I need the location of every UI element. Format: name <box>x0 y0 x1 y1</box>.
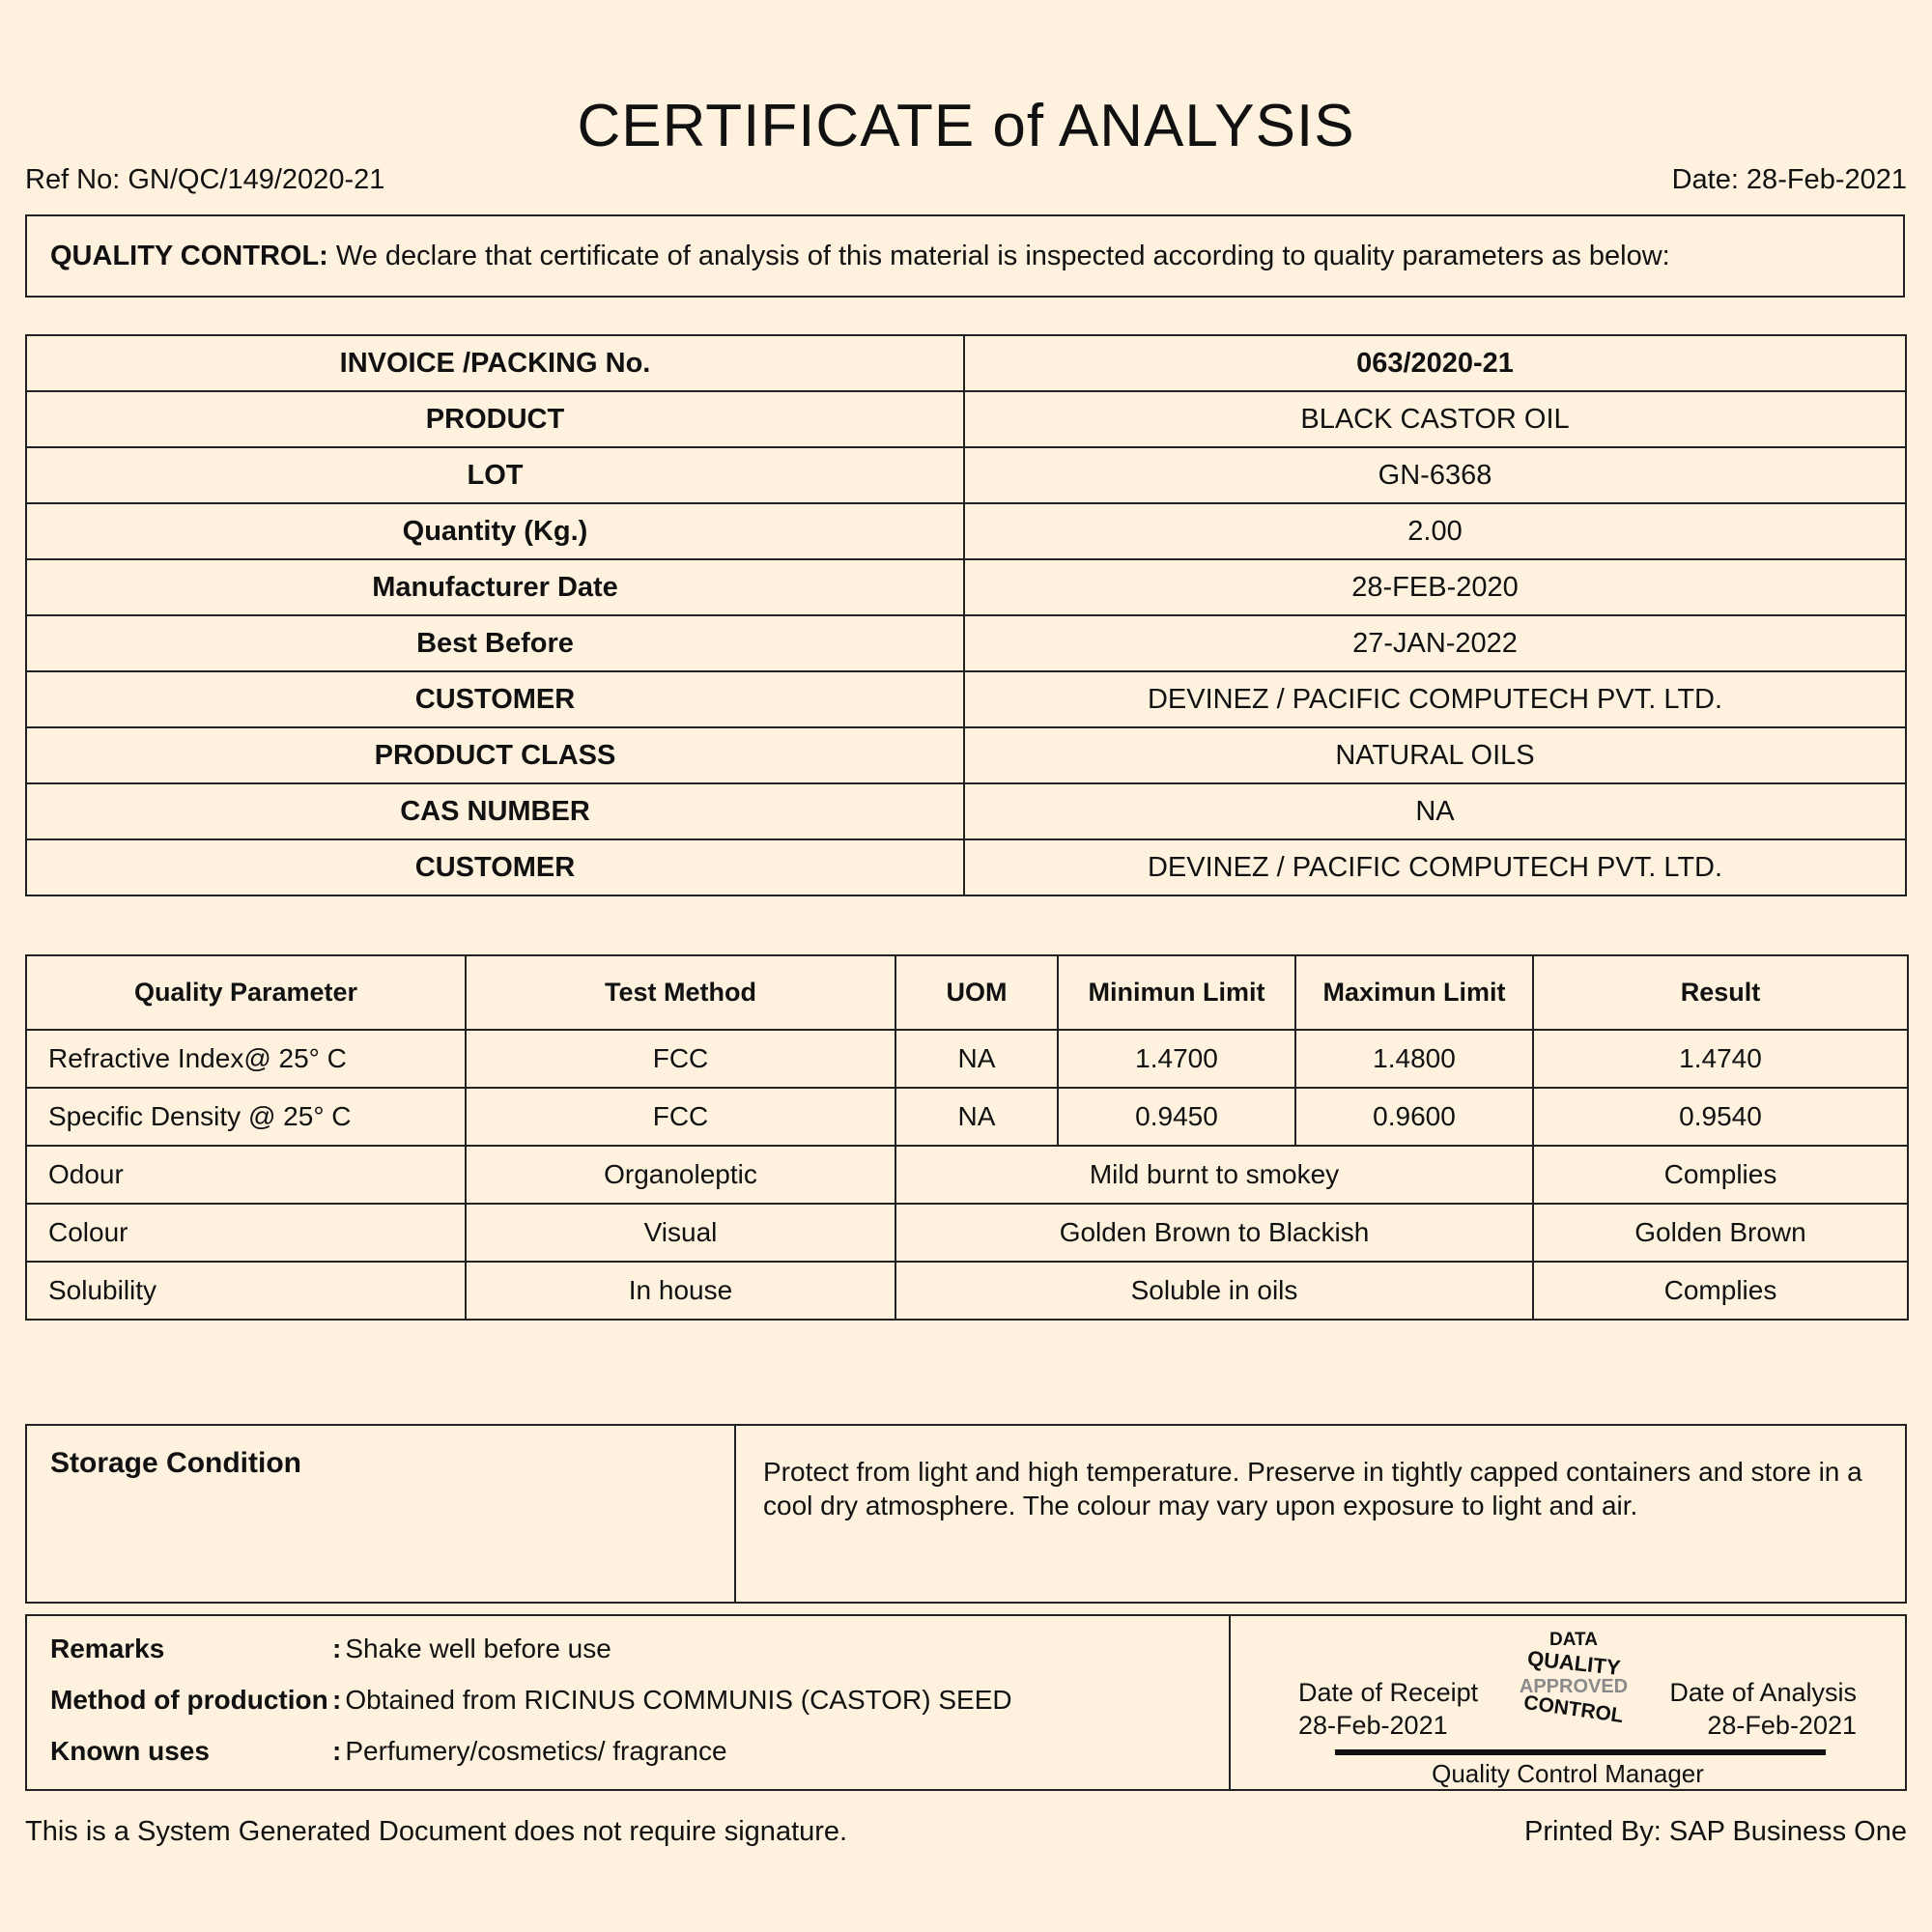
remark-line: Remarks : Shake well before use <box>50 1634 611 1663</box>
storage-condition-table <box>25 1424 1907 1604</box>
parameter-cell: Specific Density @ 25° C <box>26 1088 466 1146</box>
remark-label: Method of production <box>50 1685 328 1715</box>
max-limit-cell: 1.4800 <box>1295 1030 1533 1088</box>
parameter-cell: Refractive Index@ 25° C <box>26 1030 466 1088</box>
remark-value: Shake well before use <box>345 1634 611 1663</box>
storage-label: Storage Condition <box>26 1425 735 1603</box>
method-cell: FCC <box>466 1030 895 1088</box>
analysis-date: 28-Feb-2021 <box>1707 1711 1857 1740</box>
info-key: Quantity (Kg.) <box>26 503 964 559</box>
method-cell: In house <box>466 1262 895 1320</box>
stamp-text: QUALITY <box>1525 1646 1622 1680</box>
info-value: 2.00 <box>964 503 1906 559</box>
declaration-label: QUALITY CONTROL: <box>50 240 328 271</box>
date-of-analysis <box>1669 1676 1857 1742</box>
info-key: INVOICE /PACKING No. <box>26 335 964 391</box>
info-value: NA <box>964 783 1906 839</box>
info-value: GN-6368 <box>964 447 1906 503</box>
table-row <box>26 391 1906 447</box>
info-key: PRODUCT CLASS <box>26 727 964 783</box>
document-title: CERTIFICATE of ANALYSIS <box>577 93 1355 159</box>
quality-control-declaration <box>25 214 1905 298</box>
result-cell: Golden Brown <box>1533 1204 1908 1262</box>
printed-by: Printed By: SAP Business One <box>1523 1816 1907 1847</box>
info-key: Manufacturer Date <box>26 559 964 615</box>
uom-cell: NA <box>895 1030 1058 1088</box>
storage-text: Protect from light and high temperature. Preserve in tightly capped containers and store in a cool dry atmosphere. The colour may vary upon exposure to light and air. <box>735 1425 1906 1603</box>
table-row <box>26 671 1906 727</box>
declaration-text: We declare that certificate of analysis of this material is inspected according to quality parameters as below: <box>335 240 1670 271</box>
remark-value: Perfumery/cosmetics/ fragrance <box>345 1736 727 1766</box>
stamp-text: DATA <box>1549 1630 1598 1650</box>
column-header: Result <box>1533 955 1908 1030</box>
remark-label: Remarks <box>50 1634 165 1663</box>
table-header-row <box>26 955 1908 1030</box>
parameter-cell: Colour <box>26 1204 466 1262</box>
max-limit-cell: 0.9600 <box>1295 1088 1533 1146</box>
analysis-label: Date of Analysis <box>1669 1678 1857 1707</box>
column-header: Minimun Limit <box>1058 955 1295 1030</box>
min-limit-cell: 1.4700 <box>1058 1030 1295 1088</box>
approval-panel <box>1230 1615 1906 1790</box>
result-cell: 1.4740 <box>1533 1030 1908 1088</box>
table-row <box>26 335 1906 391</box>
remark-label: Known uses <box>50 1736 210 1766</box>
info-value: NATURAL OILS <box>964 727 1906 783</box>
info-key: CUSTOMER <box>26 671 964 727</box>
table-row <box>26 839 1906 895</box>
column-header: Maximun Limit <box>1295 955 1533 1030</box>
method-cell: Visual <box>466 1204 895 1262</box>
quality-approved-stamp <box>1511 1630 1636 1728</box>
table-row <box>26 503 1906 559</box>
table-row <box>26 1088 1908 1146</box>
table-row <box>26 1146 1908 1204</box>
table-row <box>26 559 1906 615</box>
method-cell: Organoleptic <box>466 1146 895 1204</box>
method-cell: FCC <box>466 1088 895 1146</box>
result-cell: 0.9540 <box>1533 1088 1908 1146</box>
info-value: DEVINEZ / PACIFIC COMPUTECH PVT. LTD. <box>964 839 1906 895</box>
result-cell: Complies <box>1533 1146 1908 1204</box>
table-row <box>26 615 1906 671</box>
table-row <box>26 447 1906 503</box>
remark-line: Known uses : Perfumery/cosmetics/ fragrance <box>50 1736 727 1766</box>
specification-cell: Mild burnt to smokey <box>895 1146 1533 1204</box>
table-row <box>26 1615 1906 1790</box>
reference-number: Ref No: GN/QC/149/2020-21 <box>25 164 385 195</box>
table-row <box>26 1425 1906 1603</box>
stamp-text: CONTROL <box>1522 1690 1626 1728</box>
info-key: LOT <box>26 447 964 503</box>
info-key: CAS NUMBER <box>26 783 964 839</box>
quality-parameters-table <box>25 954 1909 1321</box>
signature-line <box>1335 1749 1826 1755</box>
remarks-panel <box>26 1615 1230 1790</box>
info-key: CUSTOMER <box>26 839 964 895</box>
footer-note: This is a System Generated Document does not require signature. <box>25 1816 848 1847</box>
column-header: UOM <box>895 955 1058 1030</box>
uom-cell: NA <box>895 1088 1058 1146</box>
table-row <box>26 1204 1908 1262</box>
stamp-text: APPROVED <box>1519 1676 1629 1697</box>
info-value: DEVINEZ / PACIFIC COMPUTECH PVT. LTD. <box>964 671 1906 727</box>
info-value: 063/2020-21 <box>964 335 1906 391</box>
date-of-receipt <box>1298 1676 1478 1742</box>
remark-line: Method of production : Obtained from RICINUS COMMUNIS (CASTOR) SEED <box>50 1685 1012 1715</box>
remark-value: Obtained from RICINUS COMMUNIS (CASTOR) SEED <box>345 1685 1012 1715</box>
table-row <box>26 727 1906 783</box>
table-row <box>26 783 1906 839</box>
parameter-cell: Solubility <box>26 1262 466 1320</box>
min-limit-cell: 0.9450 <box>1058 1088 1295 1146</box>
info-value: BLACK CASTOR OIL <box>964 391 1906 447</box>
result-cell: Complies <box>1533 1262 1908 1320</box>
specification-cell: Soluble in oils <box>895 1262 1533 1320</box>
remarks-approval-table <box>25 1614 1907 1791</box>
signatory-title: Quality Control Manager <box>1432 1759 1704 1788</box>
receipt-date: 28-Feb-2021 <box>1298 1711 1448 1740</box>
receipt-label: Date of Receipt <box>1298 1678 1479 1707</box>
document-date: Date: 28-Feb-2021 <box>1671 164 1907 195</box>
info-value: 27-JAN-2022 <box>964 615 1906 671</box>
table-row <box>26 1030 1908 1088</box>
table-row <box>26 1262 1908 1320</box>
info-key: Best Before <box>26 615 964 671</box>
specification-cell: Golden Brown to Blackish <box>895 1204 1533 1262</box>
column-header: Quality Parameter <box>26 955 466 1030</box>
info-value: 28-FEB-2020 <box>964 559 1906 615</box>
info-key: PRODUCT <box>26 391 964 447</box>
column-header: Test Method <box>466 955 895 1030</box>
parameter-cell: Odour <box>26 1146 466 1204</box>
product-info-table <box>25 334 1907 896</box>
